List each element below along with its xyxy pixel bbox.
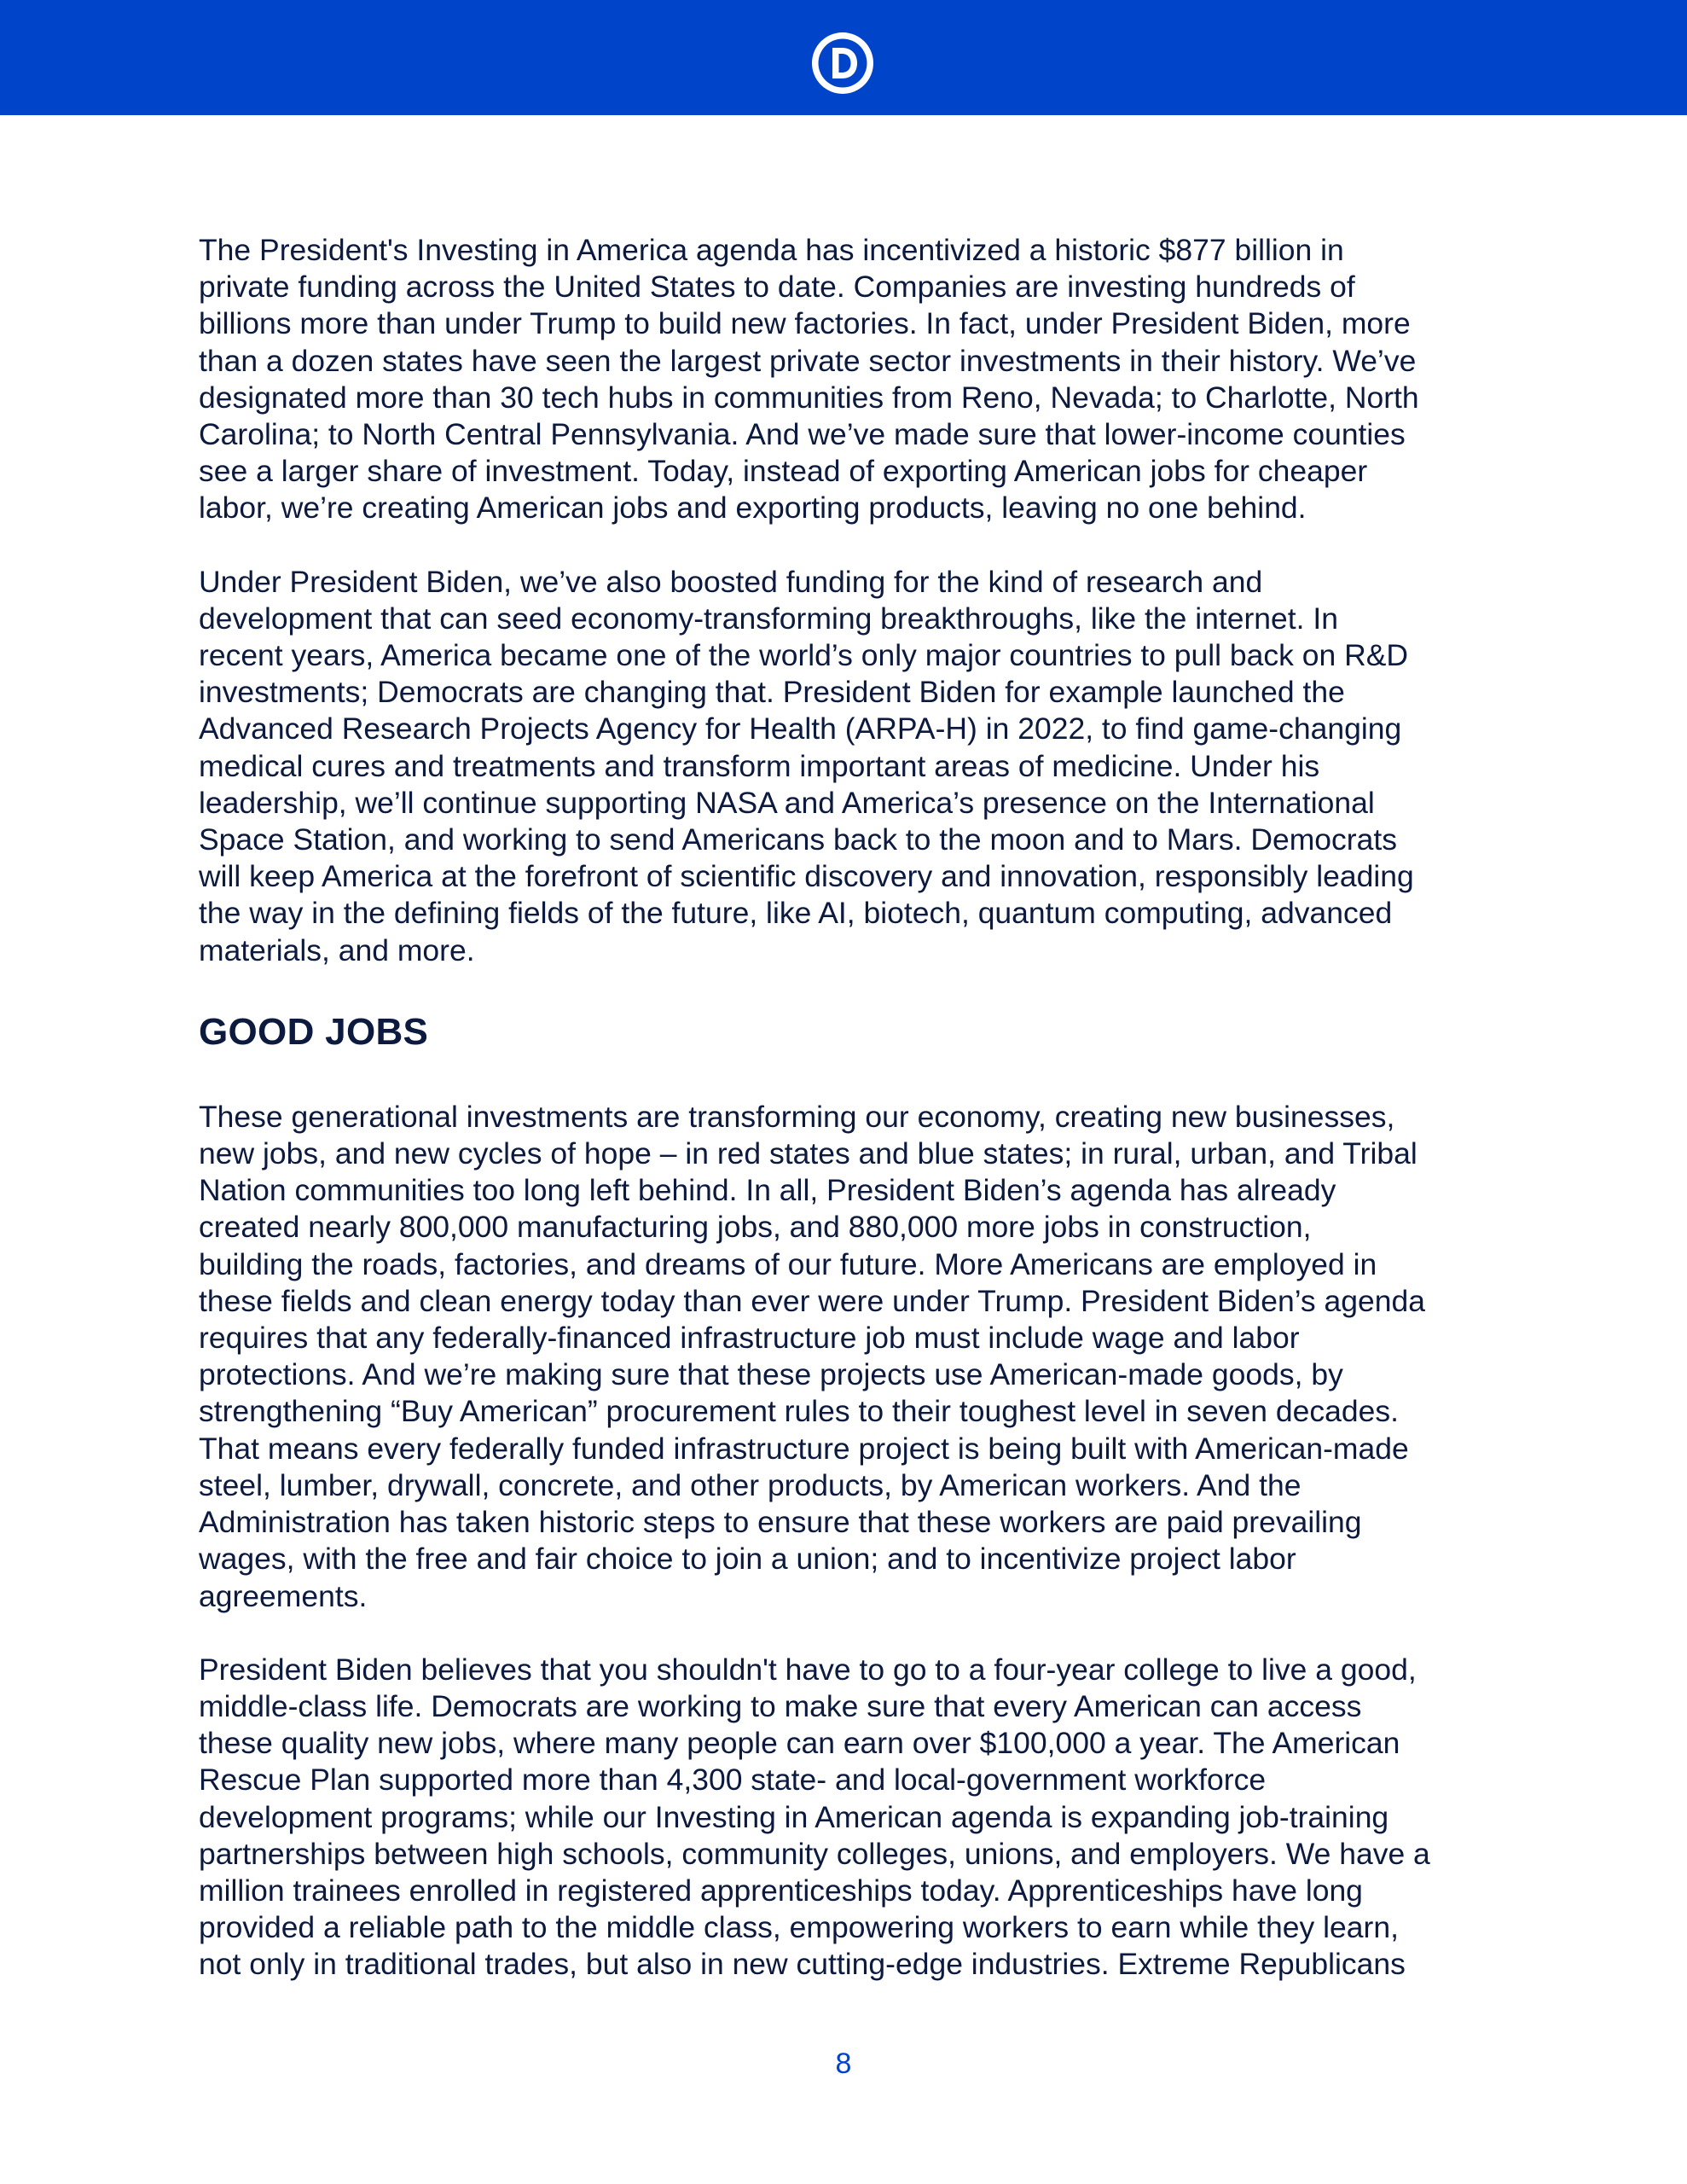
paragraph-four-year-college: President Biden believes that you shouldn't have to go to a four-year college to live a good, middle-class life. Democrats are working to make sure that every American can access these quality new jobs, where many people can earn over $100,000 a year. The American Rescue Plan supported more than 4,300 state- and local-government workforce development programs; while our Investing in American agenda is expanding job-training partnerships between high schools, community colleges, unions, and employers. We have a million trainees enrolled in registered apprenticeships today. Apprenticeships have long provided a reliable path to the middle class, empowering workers to earn while they learn, not only in traditional trades, but also in new cutting-edge industries. Extreme Republicans [199,1652,1430,1982]
header-bar [0,0,1687,115]
document-body [199,232,1504,1984]
page-number: 8 [835,2048,852,2080]
section-heading: GOOD JOBS [199,1010,429,1053]
paragraph-generational-investments: These generational investments are transforming our economy, creating new businesses, new jobs, and new cycles of hope – in red states and blue states; in rural, urban, and Tribal Nation communities too long left behind. In all, President Biden’s agenda has already created nearly 800,000 manufacturing jobs, and 880,000 more jobs in construction, building the roads, factories, and dreams of our future. More Americans are employed in these fields and clean energy today than ever were under Trump. President Biden’s agenda requires that any federally-financed infrastructure job must include wage and labor protections. And we’re making sure that these projects use American-made goods, by strengthening “Buy American” procurement rules to their toughest level in seven decades. That means every federally funded infrastructure project is being built with American-made steel, lumber, drywall, concrete, and other products, by American workers. And the Administration has taken historic steps to ensure that these workers are paid prevailing wages, with the free and fair choice to join a union; and to incentivize project labor agreements. [199,1099,1426,1613]
paragraph-research-development: Under President Biden, we’ve also boosted funding for the kind of research and development that can seed economy-transforming breakthroughs, like the internet. In recent years, America became one of the world’s only major countries to pull back on R&D investments; Democrats are changing that. President Biden for example launched the Advanced Research Projects Agency for Health (ARPA-H) in 2022, to find game-changing medical cures and treatments and transform important areas of medicine. Under his leadership, we’ll continue supporting NASA and America’s presence on the International Space Station, and working to send Americans back to the moon and to Mars. Democrats will keep America at the forefront of scientific discovery and innovation, responsibly leading the way in the defining fields of the future, like AI, biotech, quantum computing, advanced materials, and more. [199,564,1414,967]
paragraph-investing-in-america: The President's Investing in America agenda has incentivized a historic $877 billion in private funding across the United States to date. Companies are investing hundreds of billions more than under Trump to build new factories. In fact, under President Biden, more than a dozen states have seen the largest private sector investments in their history. We’ve designated more than 30 tech hubs in communities from Reno, Nevada; to Charlotte, North Carolina; to North Central Pennsylvania. And we’ve made sure that lower-income counties see a larger share of investment. Today, instead of exporting American jobs for cheaper labor, we’re creating American jobs and exporting products, leaving no one behind. [199,233,1419,526]
democratic-party-logo-icon [809,30,876,96]
